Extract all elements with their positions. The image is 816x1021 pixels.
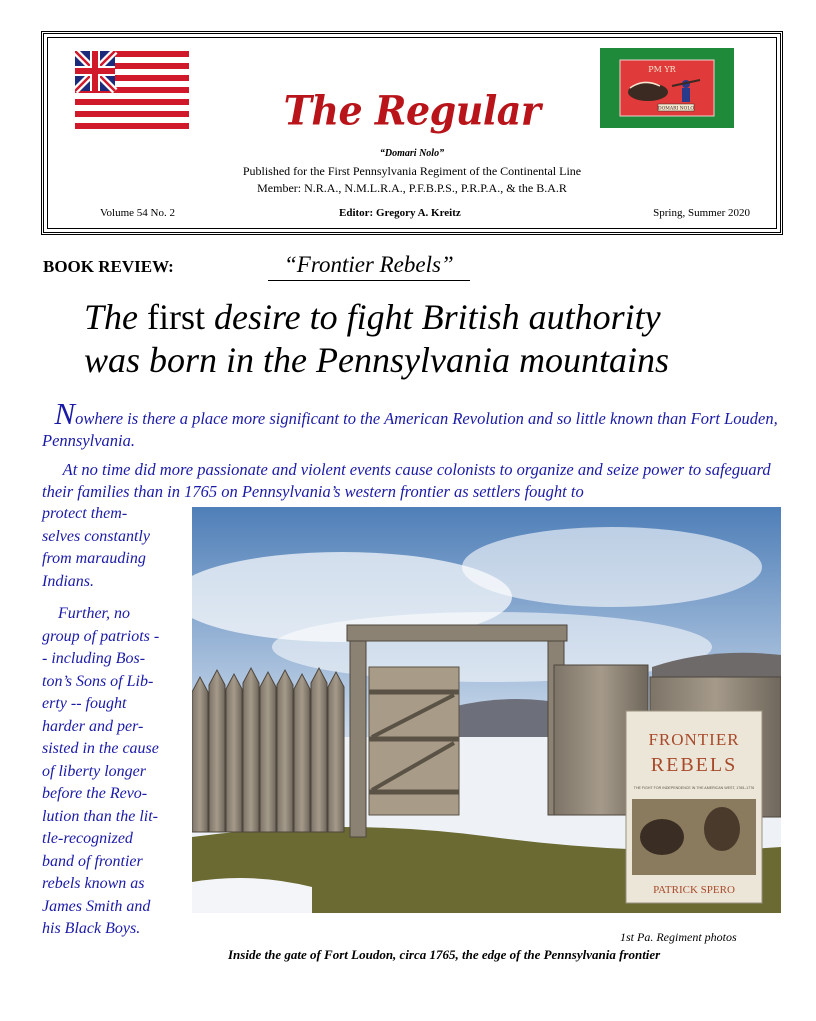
cover-author: PATRICK SPERO: [653, 884, 735, 896]
cloud: [462, 527, 762, 607]
column-line: of liberty longer: [42, 762, 146, 780]
flag-letters: PM YR: [648, 65, 676, 74]
column-line: erty -- fought: [42, 695, 127, 712]
open-gate: [369, 667, 459, 815]
column-line: tle-recognized: [42, 830, 133, 847]
masthead-inner-border: [47, 37, 777, 229]
headline-line1-rest: desire to fight British authority: [214, 297, 661, 337]
column-line: protect them-: [42, 505, 128, 522]
drop-cap: N: [54, 396, 76, 431]
book-title: “Frontier Rebels”: [284, 252, 454, 277]
column-line: James Smith and: [42, 897, 151, 915]
paragraph-1-text: owhere is there a place more significant to the American Revolution and so little known than Fort Louden, Pennsylvania.: [42, 409, 778, 450]
cover-subtitle: THE FIGHT FOR INDEPENDENCE IN THE AMERICAN WEST, 1765–1776: [633, 786, 755, 790]
left-palisade: [192, 668, 344, 832]
headline-the: The: [84, 297, 138, 337]
side-column: [42, 503, 192, 941]
motto: “Domari Nolo”: [379, 148, 445, 159]
photo-caption: Inside the gate of Fort Loudon, circa 1765, the edge of the Pennsylvania frontier: [228, 947, 661, 962]
headline-line2: was born in the Pennsylvania mountains: [84, 340, 669, 380]
column-line: from marauding: [42, 550, 146, 567]
column-line: harder and per-: [42, 717, 144, 735]
column-line: group of patriots -: [42, 627, 160, 645]
section-label: BOOK REVIEW:: [43, 257, 174, 276]
fort-gate-photo: [192, 507, 781, 913]
snow-patch: [192, 878, 312, 913]
column-line: lution than the lit-: [42, 807, 158, 825]
paragraph-2: [42, 459, 787, 503]
column-line: rebels known as: [42, 875, 145, 892]
column-line: Indians.: [42, 572, 94, 590]
flag-motto: DOMARI NOLO: [657, 106, 695, 112]
masthead: [41, 31, 783, 235]
volume-number: Volume 54 No. 2: [100, 207, 175, 219]
membership-line: Member: N.R.A., N.M.L.R.A., P.F.B.P.S., P.R.P.A., & the B.A.R: [257, 181, 567, 195]
column-line: before the Revo-: [42, 785, 148, 802]
headline: [84, 296, 669, 382]
column-line: band of frontier: [42, 852, 143, 870]
newsletter-title: The Regular: [283, 86, 541, 135]
paragraph-2-text: At no time did more passionate and violent events cause colonists to organize and seize power to safeguard their families than in 1765 on Pennsylvania’s western frontier as settlers fought to: [42, 460, 771, 501]
column-line: sisted in the cause: [42, 740, 159, 757]
column-line: ton’s Sons of Lib-: [42, 672, 154, 690]
photo-credit: 1st Pa. Regiment photos: [620, 930, 737, 944]
editor-credit: Editor: Gregory A. Kreitz: [339, 207, 461, 219]
column-line: selves constantly: [42, 527, 150, 545]
issue-season: Spring, Summer 2020: [653, 207, 750, 219]
cover-title-1: FRONTIER: [648, 730, 740, 749]
column-line: - including Bos-: [42, 650, 146, 667]
cover-title-2: REBELS: [650, 754, 738, 776]
published-for-line: Published for the First Pennsylvania Regiment of the Continental Line: [242, 164, 582, 178]
column-spacer: [42, 593, 192, 603]
book-title-underline: [268, 280, 470, 281]
column-line: Further, no: [42, 605, 130, 622]
column-line: his Black Boys.: [42, 920, 141, 937]
headline-first: first: [138, 297, 214, 337]
paragraph-1: [42, 396, 787, 452]
book-cover: [626, 711, 762, 903]
